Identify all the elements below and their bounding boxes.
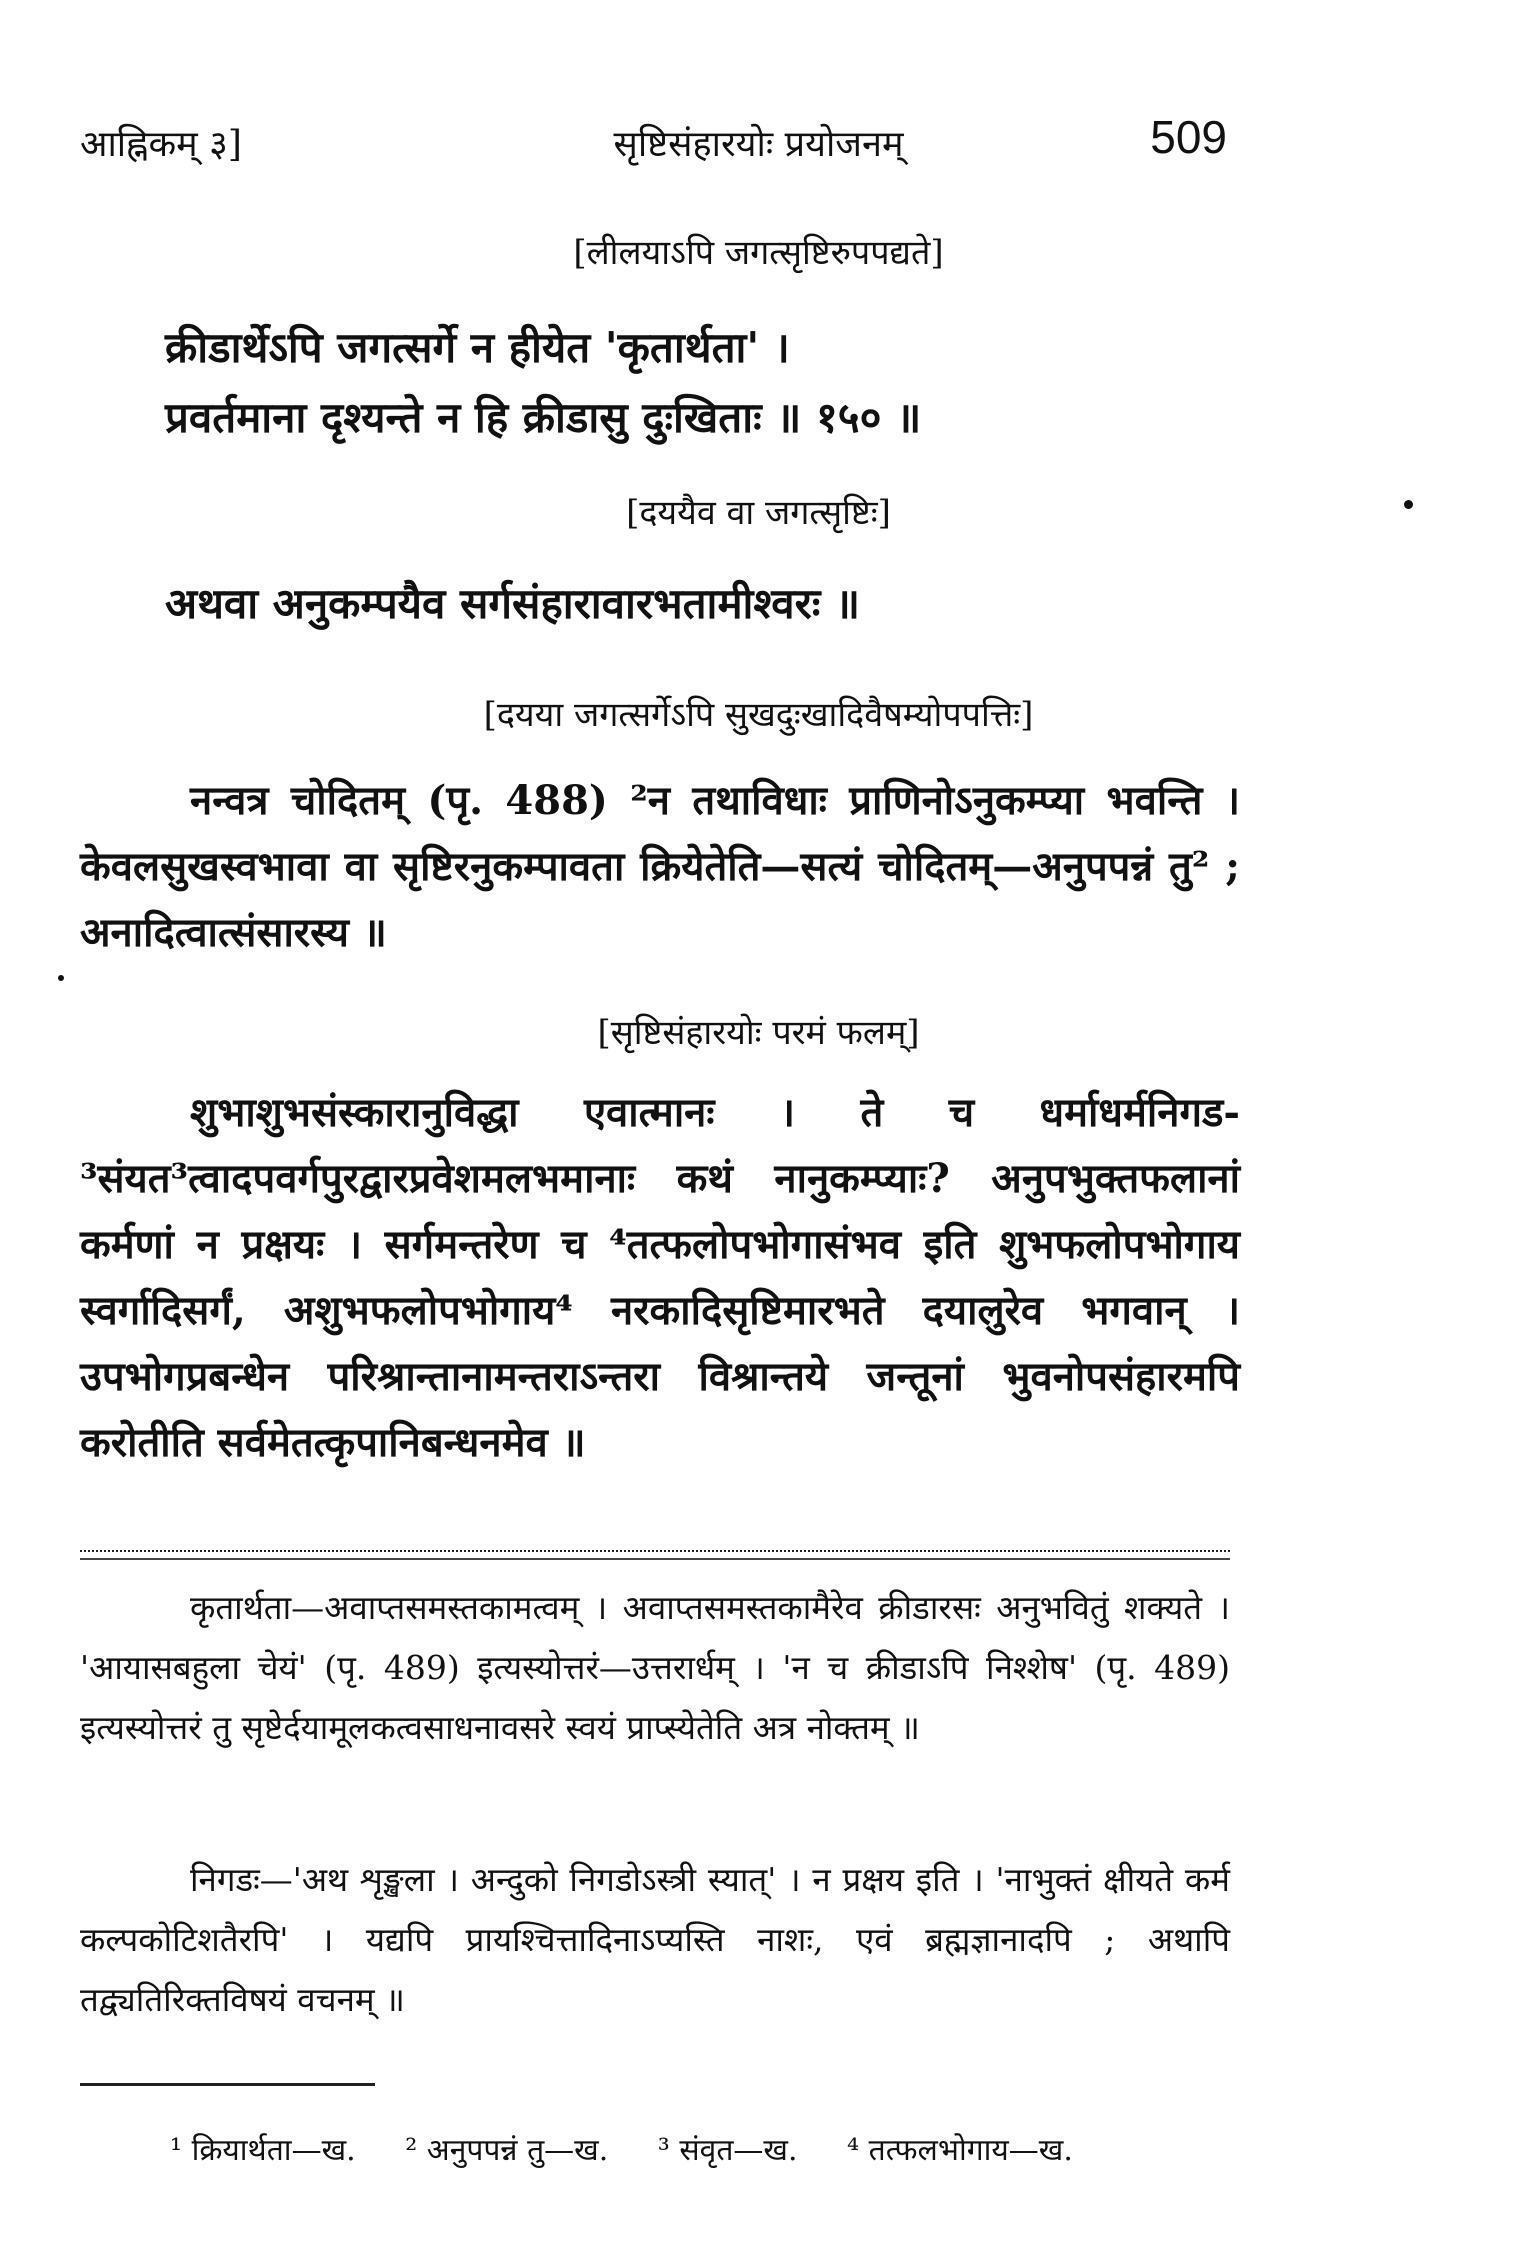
scan-speck [1404, 500, 1413, 509]
section-heading-1: [लीलयाऽपि जगत्सृष्टिरुपपद्यते] [573, 233, 944, 273]
scan-speck [58, 975, 64, 981]
footnote-2: ² अनुपपन्नं तु—ख. [405, 2133, 609, 2168]
note-1-text: कृतार्थता—अवाप्तसमस्तकामत्वम् । अवाप्तसमस्तकामैरेव क्रीडारसः अनुभवितुं शक्यते । 'आयासबहुला चेयं' (पृ. 489) इत्यस्योत्तरं—उत्तरार्धम् । 'न च क्रीडाऽपि निश्शेष' (पृ. 489) इत्यस्योत्तरं तु सृष्टेर्दयामूलकत्वसाधनावसरे स्वयं प्राप्स्येतेति अत्र नोक्तम् ॥ [80, 1588, 1230, 1747]
commentary-note-1 [80, 1578, 1230, 1758]
paragraph-2-text: शुभाशुभसंस्कारानुविद्धा एवात्मानः । ते च धर्माधर्मनिगड-³संयत³त्वादपवर्गपुरद्वारप्रवेशमलभमानाः कथं नानुकम्प्याः? अनुपभुक्तफलानां कर्मणां न प्रक्षयः । सर्गमन्तरेण च ⁴तत्फलोपभोगासंभव इति शुभफलोपभोगाय स्वर्गादिसर्गं, अशुभफलोपभोगाय⁴ नरकादिसृष्टिमारभते दयालुरेव भगवान् । उपभोगप्रबन्धेन परिश्रान्तानामन्तराऽन्तरा विश्रान्तये जन्तूनां भुवनोपसंहारमपि करोतीति सर्वमेतत्कृपानिबन्धनमेव ॥ [80, 1089, 1240, 1466]
paragraph-1 [80, 768, 1240, 966]
running-header-title: सृष्टिसंहारयोः प्रयोजनम् [613, 124, 904, 165]
verse-line-1: क्रीडार्थेऽपि जगत्सर्गे न हीयेत 'कृतार्थता' । [165, 323, 790, 372]
paragraph-1-text: नन्वत्र चोदितम् (पृ. 488) ²न तथाविधाः प्राणिनोऽनुकम्प्या भवन्ति । केवलसुखस्वभावा वा सृष्टिरनुकम्पावता क्रियेतेति—सत्यं चोदितम्—अनुपपन्नं तु² ; अनादित्वात्संसारस्य ॥ [80, 777, 1240, 956]
footnote-3: ³ संवृत—ख. [657, 2133, 798, 2168]
footnote-4: ⁴ तत्फलभोगाय—ख. [847, 2133, 1073, 2168]
page-number: 509 [1150, 111, 1227, 163]
commentary-note-2 [80, 1850, 1230, 2030]
footnote-rule [80, 2083, 375, 2086]
running-header-left: आह्निकम् ३] [80, 124, 242, 165]
section-heading-3: [दयया जगत्सर्गेऽपि सुखदुःखादिवैषम्योपपत्तिः] [483, 695, 1034, 735]
verse-line-2: प्रवर्तमाना दृश्यन्ते न हि क्रीडासु दुःखिताः ॥ १५० ॥ [165, 393, 922, 442]
section-heading-4: [सृष्टिसंहारयोः परमं फलम्] [597, 1013, 920, 1053]
notes-separator [80, 1550, 1230, 1560]
footnotes [170, 2128, 1113, 2169]
text-line-3: अथवा अनुकम्पयैव सर्गसंहारावारभतामीश्वरः ॥ [165, 579, 861, 628]
note-2-text: निगडः—'अथ शृङ्खला । अन्दुको निगडोऽस्त्री स्यात्' । न प्रक्षय इति । 'नाभुक्तं क्षीयते कर्म कल्पकोटिशतैरपि' । यद्यपि प्रायश्चित्तादिनाऽप्यस्ति नाशः, एवं ब्रह्मज्ञानादपि ; अथापि तद्व्यतिरिक्तविषयं वचनम् ॥ [80, 1860, 1230, 2019]
paragraph-2 [80, 1080, 1240, 1476]
footnote-1: ¹ क्रियार्थता—ख. [170, 2133, 356, 2168]
section-heading-2: [दययैव वा जगत्सृष्टिः] [626, 493, 891, 533]
